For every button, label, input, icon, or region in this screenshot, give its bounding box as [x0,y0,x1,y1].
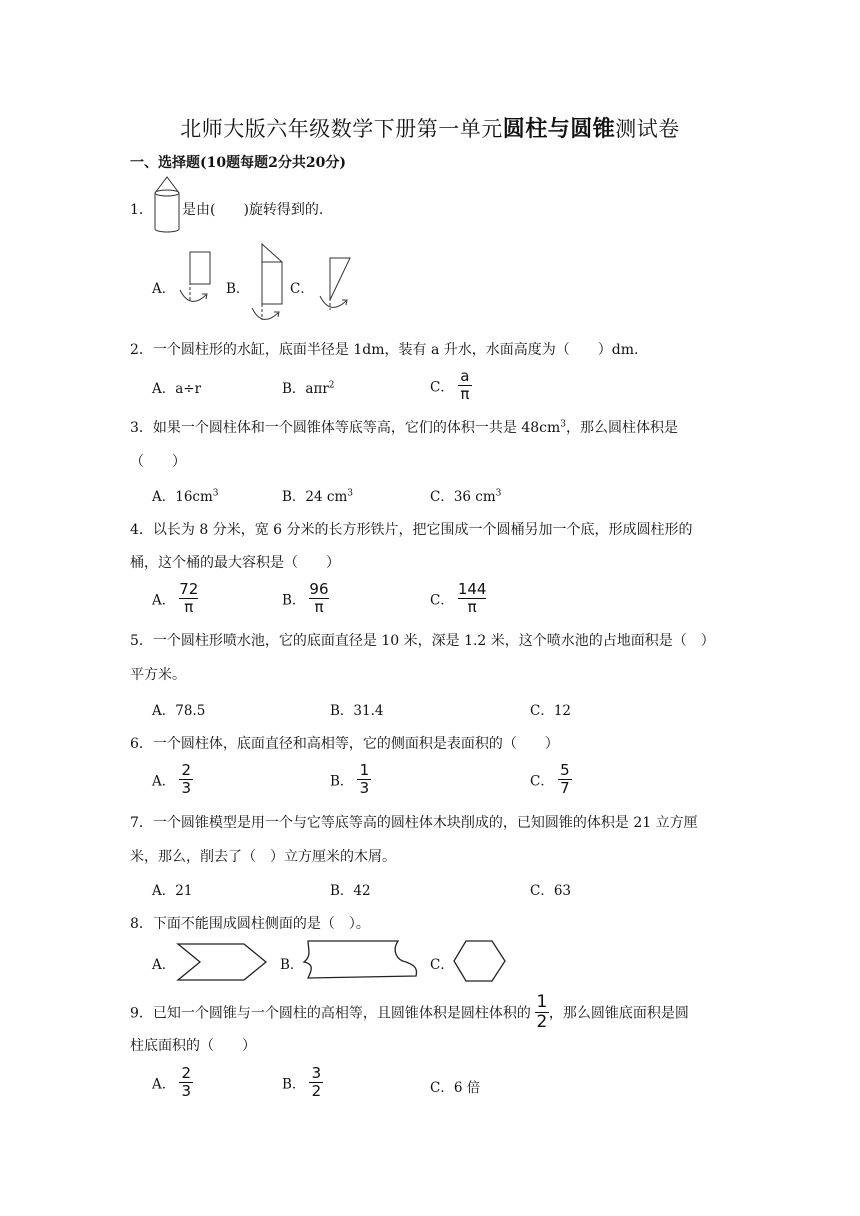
triangle-rotation-figure [314,254,354,316]
title-prefix: 北师大版六年级数学下册第一单元 [180,117,503,141]
q3-option-a: A．$16cm^3$ [152,488,219,505]
q6-line1: 6．一个圆柱体，底面直径和高相等，它的侧面积是表面积的（ ） [130,736,559,752]
q4-line1: 4．以长为 8 分米，宽 6 分米的长方形铁片，把它围成一个圆桶另加一个底，形成圆柱形的 [130,522,693,538]
q1-text: 是由( )旋转得到的. [182,202,324,218]
q9-line2: 柱底面积的（ ） [130,1038,256,1054]
q7-option-c: C．63 [530,883,572,899]
title-suffix: 测试卷 [615,117,680,141]
cylinder-cone-figure [152,175,182,235]
q2-text: 2．一个圆柱形的水缸，底面半径是 1dm，装有 a 升水，水面高度为（ ）dm. [130,342,639,358]
title-bold: 圆柱与圆锥 [502,117,616,142]
q5-line1: 5．一个圆柱形喷水池，它的底面直径是 10 米，深是 1.2 米，这个喷水池的占地面积是（ ） [130,633,715,649]
q3-option-b: B．24 $cm^3$ [282,488,353,505]
q7-option-b: B．42 [330,883,371,899]
q9-line1: 9．已知一个圆锥与一个圆柱的高相等，且圆锥体积是圆柱体积的 $\frac{1}{2}$ ，那么圆锥底面积是圆 [130,992,689,1032]
q8-option-a: A． [152,957,176,973]
trapezoid-rotation-figure [250,242,290,326]
q6-option-b: B． $\frac{1}{3}$ [330,763,371,796]
q5-option-a: A．78.5 [152,703,206,719]
q4-option-a: A． $\frac{72}{\pi}$ [152,580,199,616]
q4-line2: 桶，这个桶的最大容积是（ ） [130,555,340,571]
q1-option-b: B． [226,281,250,297]
q3-line2: （ ） [130,454,186,470]
q2-option-a: A．a÷r [152,381,202,397]
rectangle-rotation-figure [178,250,214,312]
q6-option-a: A． $\frac{2}{3}$ [152,763,193,796]
q1-option-a: A． [152,281,176,297]
section-heading: 一、选择题(10题每题2分共20分) [130,155,346,171]
q5-option-b: B．31.4 [330,703,384,719]
q5-option-c: C．12 [530,703,572,719]
q1-number: 1． [130,202,153,218]
q8-line1: 8．下面不能围成圆柱侧面的是（ ）。 [130,916,370,932]
q8-option-c: C． [430,957,454,973]
chevron-shape-figure [174,942,270,982]
q1-option-c: C． [290,281,314,297]
q7-line1: 7．一个圆锥模型是用一个与它等底等高的圆柱体木块削成的，已知圆锥的体积是 21 立方厘 [130,815,698,831]
q3-option-c: C．36 $cm^3$ [430,488,502,505]
q4-option-b: B． $\frac{96}{\pi}$ [282,580,329,616]
q7-option-a: A．21 [152,883,193,899]
q8-option-b: B． [280,957,304,973]
q3-line1: 3．如果一个圆柱体和一个圆锥体等底等高，它们的体积一共是 $48cm^3$，那么圆柱体积是 [130,419,679,436]
q2-option-b: B．aπr$^2$ [282,380,335,397]
q6-option-c: C． $\frac{5}{7}$ [530,763,572,796]
q4-option-c: C． $\frac{144}{\pi}$ [430,580,487,616]
page-title [0,112,860,143]
q2-option-c: C． $\frac{a}{\pi}$ [430,369,472,402]
hexagon-figure [452,938,508,984]
q9-option-c: C．6 倍 [430,1080,481,1096]
q7-line2: 米，那么，削去了（ ）立方厘米的木屑。 [130,849,396,865]
wavy-rectangle-figure [300,938,422,984]
q9-option-a: A． $\frac{2}{3}$ [152,1066,193,1099]
q5-line2: 平方米。 [130,667,186,683]
q9-option-b: B． $\frac{3}{2}$ [282,1066,323,1099]
